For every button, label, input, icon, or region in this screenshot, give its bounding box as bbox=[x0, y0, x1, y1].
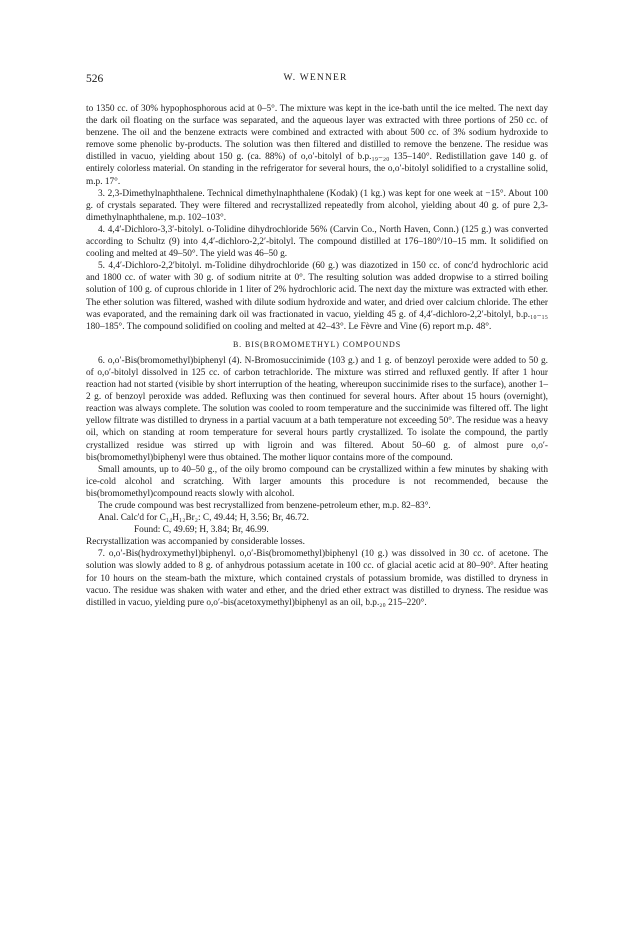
paragraph-dichloro-3-3-bitolyl: 4. 4,4′-Dichloro-3,3′-bitolyl. o-Tolidine dihydrochloride 56% (Carvin Co., North Haven, Conn.) (125 g.) was converted according to Schultz (9) into 4,4′-dichloro-2,2′-bitolyl. The compound distilled at 176–180°/10–15 mm. It solidified on cooling and melted at 49–50°. The yield was 46–50 g. bbox=[86, 224, 548, 260]
page-header bbox=[86, 73, 545, 87]
paragraph-dichloro-2-2-bitolyl: 5. 4,4′-Dichloro-2,2′bitolyl. m-Tolidine dihydrochloride (60 g.) was diazotized in 150 cc. of conc'd hydrochloric acid and 1800 cc. of water with 30 g. of sodium nitrite at 0°. The resulting solution was added dropwise to a stirred boiling solution of 100 g. of cuprous chloride in 1 liter of 2% hydrochloric acid. The next day the mixture was extracted with ether. The ether solution was filtered, washed with dilute sodium hydroxide and water, and dried over calcium chloride. The ether was evaporated, and the remaining dark oil was fractionated in vacuo, yielding 45 g. of 4,4′-dichloro-2,2′-bitolyl, b.p.₁₀₋₁₅ 180–185°. The compound solidified on cooling and melted at 42–43°. Le Fèvre and Vine (6) report m.p. 48°. bbox=[86, 261, 548, 332]
paragraph-continuation: to 1350 cc. of 30% hypophosphorous acid at 0–5°. The mixture was kept in the ice-bath until the ice melted. The next day the dark oil floating on the surface was separated, and the aqueous layer was extracted with three portions of 250 cc. of benzene. The oil and the benzene extracts were combined and extracted with about 500 cc. of 3% sodium hydroxide to remove some phenolic by-products. The solution was then filtered and distilled to remove the benzene. The residue was distilled in vacuo, yielding about 150 g. (ca. 88%) of o,o′-bitolyl of b.p.₁₉₋₂₀ 135–140°. Redistillation gave 140 g. of entirely colorless material. On standing in the refrigerator for several hours, the o,o′-bitolyl solidified to a crystalline solid, m.p. 17°. bbox=[86, 104, 548, 187]
analysis-calculated: Anal. Calc'd for C₁₄H₁₂Br₂: C, 49.44; H, 3.56; Br, 46.72. bbox=[98, 513, 309, 524]
paragraph-recrystallized: The crude compound was best recrystallized from benzene-petroleum ether, m.p. 82–83°. bbox=[98, 501, 431, 511]
body-text bbox=[86, 103, 548, 609]
paragraph-small-amounts: Small amounts, up to 40–50 g., of the oily bromo compound can be crystallized within a few minutes by shaking with ice-cold alcohol and scratching. With larger amounts this procedure is not recommended, because the bis(bromomethyl)compound reacts slowly with alcohol. bbox=[86, 464, 548, 499]
running-head: W. WENNER bbox=[283, 73, 348, 83]
paragraph-bis-hydroxymethyl-biphenyl: 7. o,o′-Bis(hydroxymethyl)biphenyl. o,o′-Bis(bromomethyl)biphenyl (10 g.) was dissolved in 30 cc. of acetone. The solution was slowly added to 8 g. of anhydrous potassium acetate in 100 cc. of glacial acetic acid at 80–90°. After heating for 10 hours on the steam-bath the mixture, which contained crystals of potassium bromide, was distilled to dryness in vacuo. The residue was shaken with water and ether, and the dried ether extract was distilled to dryness. The residue was distilled in vacuo, yielding pure o,o′-bis(acetoxymethyl)biphenyl as an oil, b.p.₂₀ 215–220°. bbox=[86, 549, 548, 608]
paragraph-losses: Recrystallization was accompanied by considerable losses. bbox=[86, 537, 305, 548]
paragraph-bis-bromomethyl-biphenyl: 6. o,o′-Bis(bromomethyl)biphenyl (4). N-Bromosuccinimide (103 g.) and 1 g. of benzoyl peroxide were added to 50 g. of o,o′-bitolyl dissolved in 125 cc. of carbon tetrachloride. The mixture was stirred and refluxed gently. If after 1 hour reaction had not started (visible by short interruption of the heating, whereupon succinimide rises to the surface), another 1–2 g. of benzoyl peroxide was added. Refluxing was then continued for several hours. After about 15 hours (overnight), reaction was always complete. The solution was cooled to room temperature and the succinimide was filtered off. The light yellow filtrate was distilled to dryness in a partial vacuum at a bath temperature not exceeding 50°. The residue was a heavy oil, which on standing at room temperature for several hours partly crystallized. To isolate the compound, the partly crystallized residue was stirred up with ligroin and was filtered. About 50–60 g. of almost pure o,o′-bis(bromomethyl)biphenyl were thus obtained. The mother liquor contains more of the compound. bbox=[86, 355, 548, 463]
paragraph-dimethylnaphthalene: 3. 2,3-Dimethylnaphthalene. Technical dimethylnaphthalene (Kodak) (1 kg.) was kept for one week at −15°. About 100 g. of crystals separated. They were filtered and recrystallized repeatedly from alcohol, yielding about 40 g. of pure 2,3-dimethylnaphthalene, m.p. 102–103°. bbox=[86, 188, 548, 223]
page-number: 526 bbox=[86, 73, 104, 85]
section-heading: B. BIS(BROMOMETHYL) COMPOUNDS bbox=[232, 339, 402, 349]
analysis-found: Found: C, 49.69; H, 3.84; Br, 46.99. bbox=[134, 525, 269, 536]
